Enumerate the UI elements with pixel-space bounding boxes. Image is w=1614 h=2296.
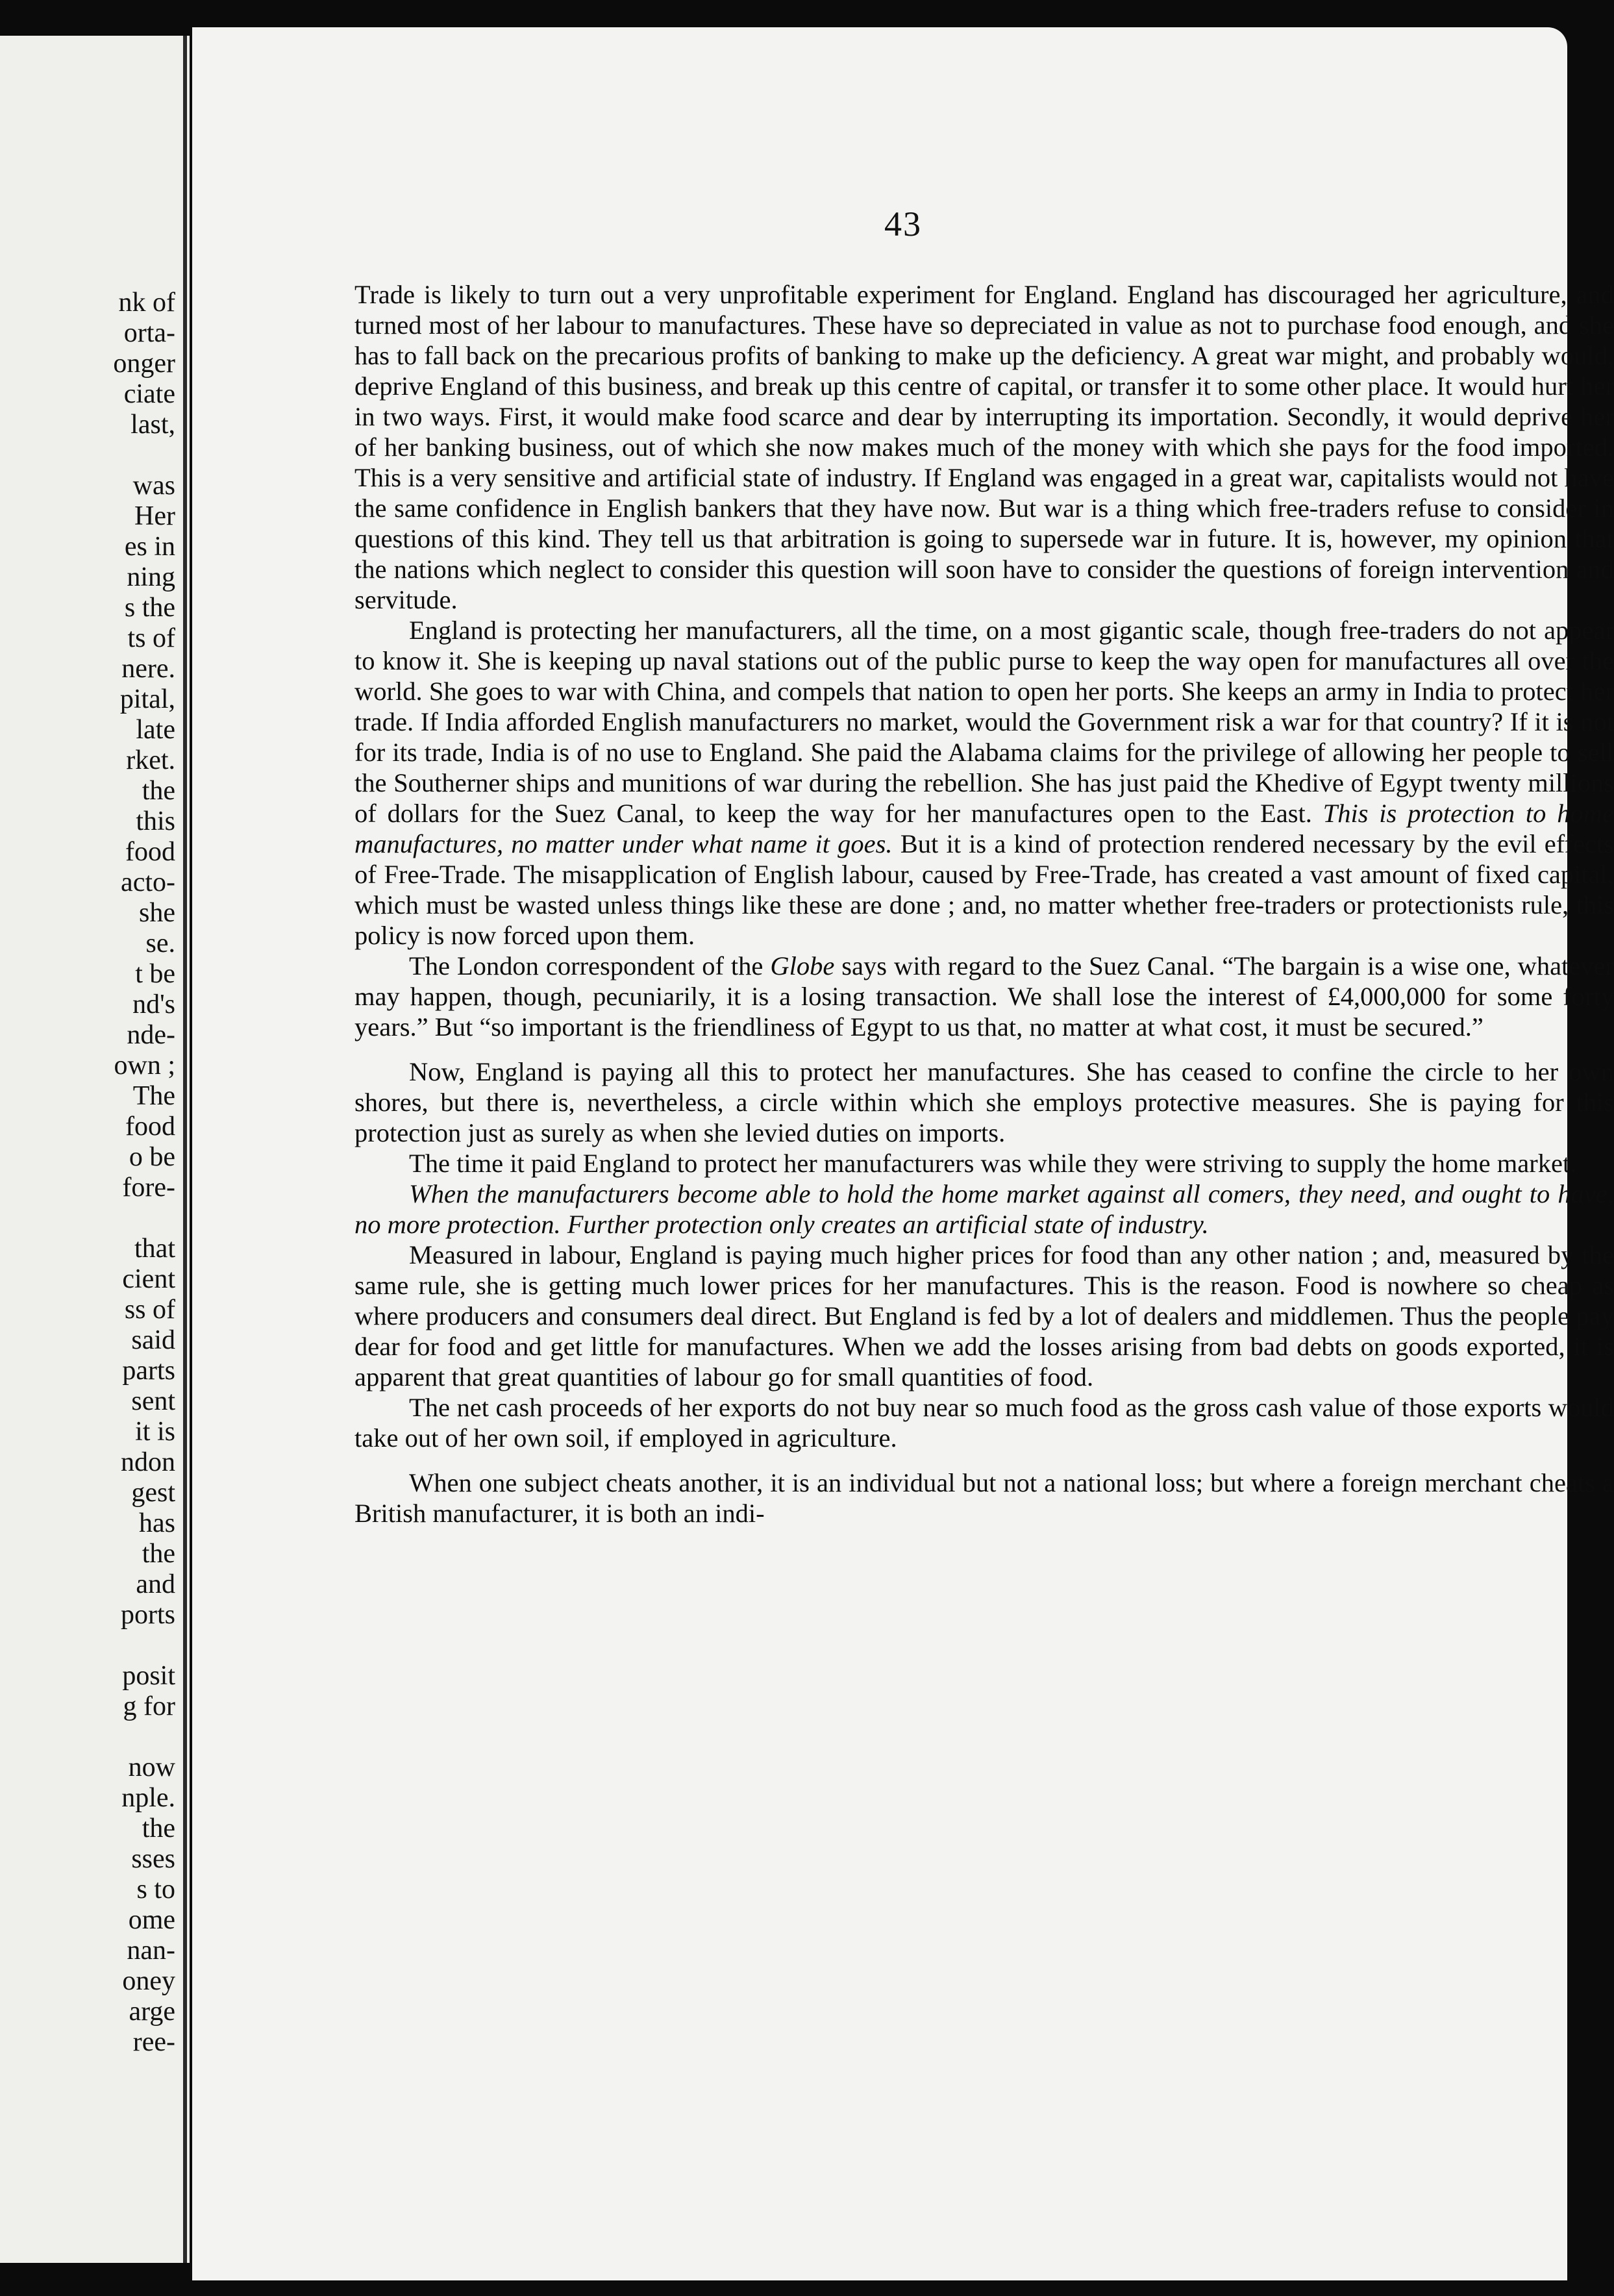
paragraph-2-emphasis: This is protection to home manufactures, no matter under what name it goes. [354, 799, 1614, 858]
previous-page-line: cient [122, 1264, 175, 1294]
previous-page-line: Her [134, 501, 175, 531]
previous-page-line: this [136, 806, 175, 836]
body-text [354, 279, 1614, 1529]
paragraph-7: Measured in labour, England is paying much higher prices for food than any other nation ; and, measured by the same rule, she is getting much lower prices for her manufactures. This is the reason. Food is nowhere so cheap as where producers and consumers deal direct. But England is fed by a lot of dealers and middlemen. Thus the people pay dear for food and get little for manufactures. When we add the losses arising from bad debts on goods exported, it is apparent that great quantities of labour go for small quantities of food. [354, 1240, 1614, 1391]
previous-page-line: ree- [132, 2027, 175, 2057]
previous-page-line: s to [136, 1875, 175, 1904]
previous-page-line: own ; [114, 1051, 175, 1080]
previous-page-line [6, 440, 175, 471]
previous-page-line: es in [124, 532, 175, 562]
previous-page-line: nd's [132, 990, 175, 1019]
paragraph-6: When the manufacturers become able to hold the home market against all comers, they need, and ought to have, no more protection. Further protection only creates an artificial state of industry. [354, 1179, 1614, 1239]
previous-page-line [6, 1203, 175, 1234]
previous-page-line: fore- [122, 1173, 175, 1203]
previous-page-line: said [131, 1325, 175, 1355]
previous-page-line: t be [135, 959, 175, 989]
previous-page-line: now [128, 1753, 175, 1782]
previous-page-line: ning [127, 562, 175, 592]
previous-page-line: sses [131, 1844, 175, 1874]
previous-page-line: The [132, 1081, 175, 1111]
previous-page-line: parts [122, 1356, 175, 1386]
paragraph-3-globe: Globe [770, 951, 835, 980]
paragraph-8: The net cash proceeds of her exports do not buy near so much food as the gross cash value of those exports would take out of her own soil, if employed in agriculture. [354, 1393, 1614, 1453]
previous-page-line: o be [129, 1142, 175, 1172]
previous-page-edge [0, 36, 190, 2263]
previous-page-line: s the [124, 593, 175, 623]
previous-page-line: food [125, 1112, 175, 1142]
previous-page-line: has [139, 1508, 175, 1538]
paragraph-5: The time it paid England to protect her manufacturers was while they were striving to supply the home market. [409, 1149, 1577, 1178]
paragraph-3-end: says with regard to the Suez Canal. “The bargain is a wise one, whatever may happen, though, pecuniarily, it is a losing transaction. We shall lose the interest of £4,000,000 for some forty years.” But “so important is the friendliness of Egypt to us that, no matter at what cost, it must be secured.” [354, 951, 1614, 1042]
previous-page-line: ss of [124, 1295, 175, 1325]
paragraph-9: When one subject cheats another, it is an individual but not a national loss; but where a foreign merchant cheats a British manufacturer, it is both an indi- [354, 1468, 1614, 1528]
previous-page-line: ports [121, 1600, 175, 1630]
previous-page-line: late [136, 715, 175, 745]
previous-page-line: g for [123, 1691, 175, 1721]
previous-page-line: arge [129, 1997, 175, 2027]
previous-page-line: acto- [121, 867, 175, 897]
previous-page-line: nk of [118, 288, 175, 318]
previous-page-line: ndon [121, 1447, 175, 1477]
previous-page-line: and [136, 1569, 175, 1599]
document-page [192, 27, 1614, 2280]
previous-page-line: she [139, 898, 175, 928]
previous-page-line: nan- [127, 1936, 175, 1965]
paragraph-1: Trade is likely to turn out a very unprofitable experiment for England. England has discouraged her agriculture, and turned most of her labour to manufactures. These have so depreciated in value as not to purchase food enough, and she has to fall back on the precarious profits of banking to make up the deficiency. A great war might, and probably would, deprive England of this business, and break up this centre of capital, or transfer it to some other place. It would hurt her in two ways. First, it would make food scarce and dear by interrupting its importation. Secondly, it would deprive her of her banking business, out of which she now makes much of the money with which she pays for the food imported. This is a very sensitive and artificial state of industry. If England was engaged in a great war, capitalists would not have the same confidence in English bankers that they have now. But war is a thing which free-traders refuse to consider in questions of this kind. They tell us that arbitration is going to supersede war in future. It is, however, my opinion that the nations which neglect to consider this question will soon have to consider the questions of foreign intervention and servitude. [354, 280, 1614, 614]
previous-page-line: onger [113, 349, 175, 379]
paragraph-2-end: But it is a kind of protection rendered necessary by the evil effects of Free-Trade. The misapplication of English labour, caused by Free-Trade, has created a vast amount of fixed capital, which must be wasted unless things like these are done ; and, no matter whether free-traders or protectionists rule, this policy is now forced upon them. [354, 829, 1614, 950]
paragraph-2 [354, 615, 1614, 951]
previous-page-line: se. [145, 929, 175, 958]
page-number: 43 [884, 205, 922, 243]
previous-page-line: nde- [127, 1020, 175, 1050]
previous-page-line: nple. [121, 1783, 175, 1813]
previous-page-line: ome [128, 1905, 175, 1935]
paragraph-2-start: England is protecting her manufacturers, all the time, on a most gigantic scale, though free-traders do not appear to know it. She is keeping up naval stations out of the public purse to keep the way open for manufactures all over the world. She goes to war with China, and compels that nation to open her ports. She keeps an army in India to protect her trade. If India afforded English manufacturers no market, would the Government risk a war for that country? If it is not for its trade, India is of no use to England. She paid the Alabama claims for the privilege of allowing her people to sell the Southerner ships and munitions of war during the rebellion. She has just paid the Khedive of Egypt twenty millions of dollars for the Suez Canal, to keep the way for her manufactures open to the East. [354, 616, 1614, 828]
previous-page-line [6, 1630, 175, 1661]
previous-page-line: orta- [123, 318, 175, 348]
previous-page-line: that [134, 1234, 175, 1264]
previous-page-line: ts of [127, 623, 175, 653]
paragraph-3 [354, 951, 1614, 1042]
previous-page-line [6, 1722, 175, 1753]
previous-page-line: the [142, 1814, 175, 1843]
previous-page-line: was [132, 471, 175, 501]
previous-page-line: rket. [126, 745, 175, 775]
previous-page-line: the [142, 776, 175, 806]
previous-page-line: nere. [121, 654, 175, 684]
previous-page-line: oney [122, 1966, 175, 1996]
previous-page-line: pital, [119, 684, 175, 714]
previous-page-line: food [125, 837, 175, 867]
previous-page-line: last, [130, 410, 175, 440]
previous-page-line: sent [131, 1386, 175, 1416]
previous-page-line: the [142, 1539, 175, 1569]
previous-page-line: it is [135, 1417, 175, 1447]
previous-page-line: ciate [123, 379, 175, 409]
previous-page-text [6, 288, 175, 2058]
paragraph-3-start: The London correspondent of the [409, 951, 771, 980]
paragraph-4: Now, England is paying all this to protect her manufactures. She has ceased to confine the circle to her own shores, but there is, nevertheless, a circle within which she employs protective measures. She is paying for this protection just as surely as when she levied duties on imports. [354, 1057, 1614, 1147]
previous-page-line: posit [122, 1661, 175, 1691]
page-gutter [183, 36, 187, 2263]
previous-page-line: gest [131, 1478, 175, 1508]
